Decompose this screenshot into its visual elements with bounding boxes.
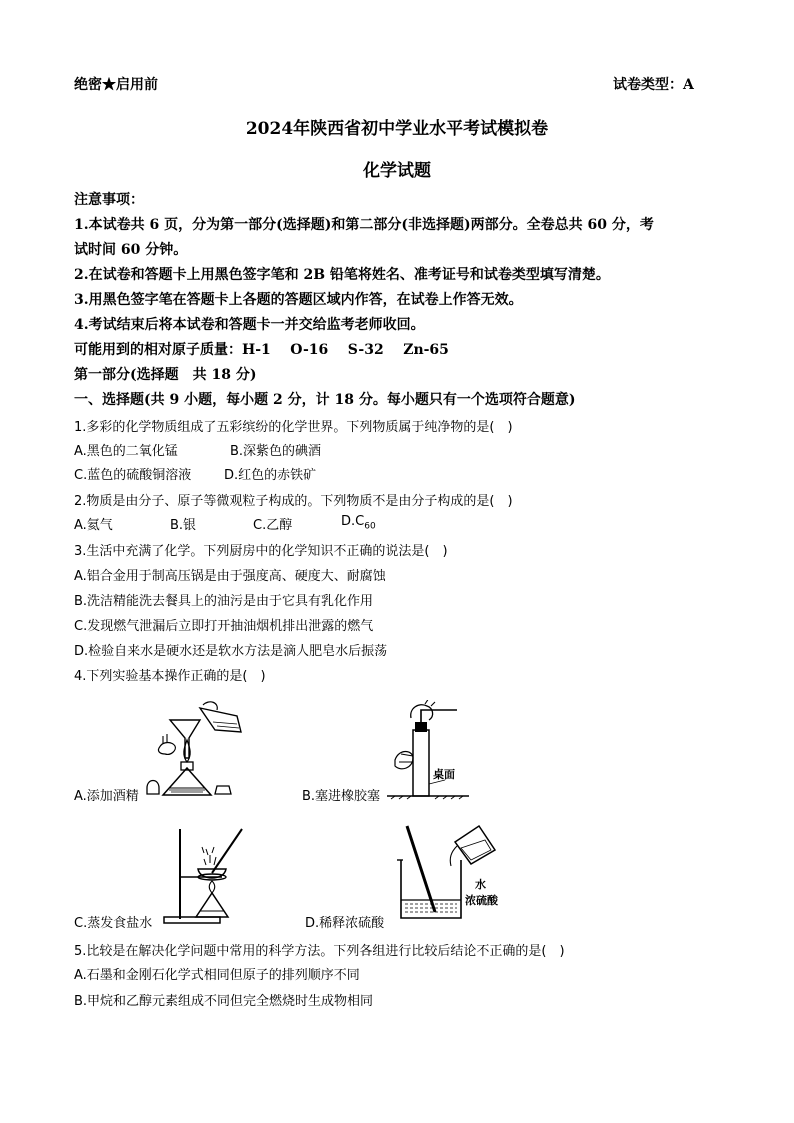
figure-evaporate-salt-water — [160, 825, 260, 925]
page-subtitle: 化学试题 — [363, 161, 431, 181]
section-title: 一、选择题(共 9 小题，每小题 2 分，计 18 分。每小题只有一个选项符合题意) — [74, 392, 576, 408]
q2-stem: 2.物质是由分子、原子等微观粒子构成的。下列物质不是由分子构成的是( ) — [74, 494, 513, 509]
atomic-mass-item: Zn-65 — [403, 342, 449, 358]
q4-stem: 4.下列实验基本操作正确的是( ) — [74, 669, 266, 684]
q1-stem: 1.多彩的化学物质组成了五彩缤纷的化学世界。下列物质属于纯净物的是( ) — [74, 420, 513, 435]
figure-insert-stopper — [385, 700, 475, 800]
note-1-line-2: 试时间 60 分钟。 — [74, 242, 188, 258]
acid-label: 浓硫酸 — [465, 894, 498, 907]
q3-option-d: D.检验自来水是硬水还是软水方法是滴人肥皂水后振荡 — [74, 644, 388, 659]
q2-option-b: B.银 — [170, 518, 197, 533]
q3-stem: 3.生活中充满了化学。下列厨房中的化学知识不正确的说法是( ) — [74, 544, 448, 559]
q3-option-c: C.发现燃气泄漏后立即打开抽油烟机排出泄露的燃气 — [74, 619, 374, 634]
q5-option-b: B.甲烷和乙醇元素组成不同但完全燃烧时生成物相同 — [74, 994, 374, 1009]
figure-add-alcohol — [145, 700, 255, 800]
paper-type: 试卷类型：A — [613, 77, 694, 93]
note-4: 4.考试结束后将本试卷和答题卡一并交给监考老师收回。 — [74, 317, 425, 333]
atomic-mass-item: H-1 — [242, 342, 271, 358]
q2-option-d — [341, 514, 376, 532]
q3-option-b: B.洗洁精能洗去餐具上的油污是由于它具有乳化作用 — [74, 594, 374, 609]
notes-heading: 注意事项： — [74, 192, 144, 208]
figure-dilute-sulfuric-acid — [395, 822, 515, 922]
q2-option-d-subscript: 60 — [364, 521, 376, 532]
note-3: 3.用黑色签字笔在答题卡上各题的答题区域内作答，在试卷上作答无效。 — [74, 292, 523, 308]
atomic-mass-item: S-32 — [347, 342, 384, 358]
q3-option-a: A.铝合金用于制高压锅是由于强度高、硬度大、耐腐蚀 — [74, 569, 386, 584]
q1-option-d: D.红色的赤铁矿 — [224, 468, 317, 483]
q5-option-a: A.石墨和金刚石化学式相同但原子的排列顺序不同 — [74, 968, 360, 983]
atomic-mass-line — [74, 339, 449, 359]
atomic-mass-label: 可能用到的相对原子质量： — [74, 342, 242, 358]
q4-option-a: A.添加酒精 — [74, 789, 139, 804]
q1-option-c: C.蓝色的硫酸铜溶液 — [74, 468, 192, 483]
note-2: 2.在试卷和答题卡上用黑色签字笔和 2B 铅笔将姓名、准考证号和试卷类型填写清楚。 — [74, 267, 610, 283]
q1-option-b: B.深紫色的碘酒 — [230, 444, 322, 459]
table-surface-label: 桌面 — [433, 768, 455, 781]
q2-option-a: A.氦气 — [74, 518, 113, 533]
q1-option-a: A.黑色的二氧化锰 — [74, 444, 178, 459]
q5-stem: 5.比较是在解决化学问题中常用的科学方法。下列各组进行比较后结论不正确的是( ) — [74, 944, 565, 959]
q4-option-d: D.稀释浓硫酸 — [305, 916, 385, 931]
q4-option-b: B.塞进橡胶塞 — [302, 789, 381, 804]
part1-title: 第一部分(选择题 共 18 分) — [74, 367, 257, 383]
page-title: 2024年陕西省初中学业水平考试模拟卷 — [245, 119, 549, 139]
atomic-mass-item: O-16 — [290, 342, 329, 358]
q2-option-c: C.乙醇 — [253, 518, 293, 533]
q4-option-c: C.蒸发食盐水 — [74, 916, 153, 931]
water-label: 水 — [475, 878, 486, 891]
confidential-mark: 绝密★启用前 — [74, 77, 158, 93]
note-1-line-1: 1.本试卷共 6 页，分为第一部分(选择题)和第二部分(非选择题)两部分。全卷总共 60 分，考 — [74, 217, 654, 233]
q2-option-d-prefix: D.C — [341, 514, 365, 529]
